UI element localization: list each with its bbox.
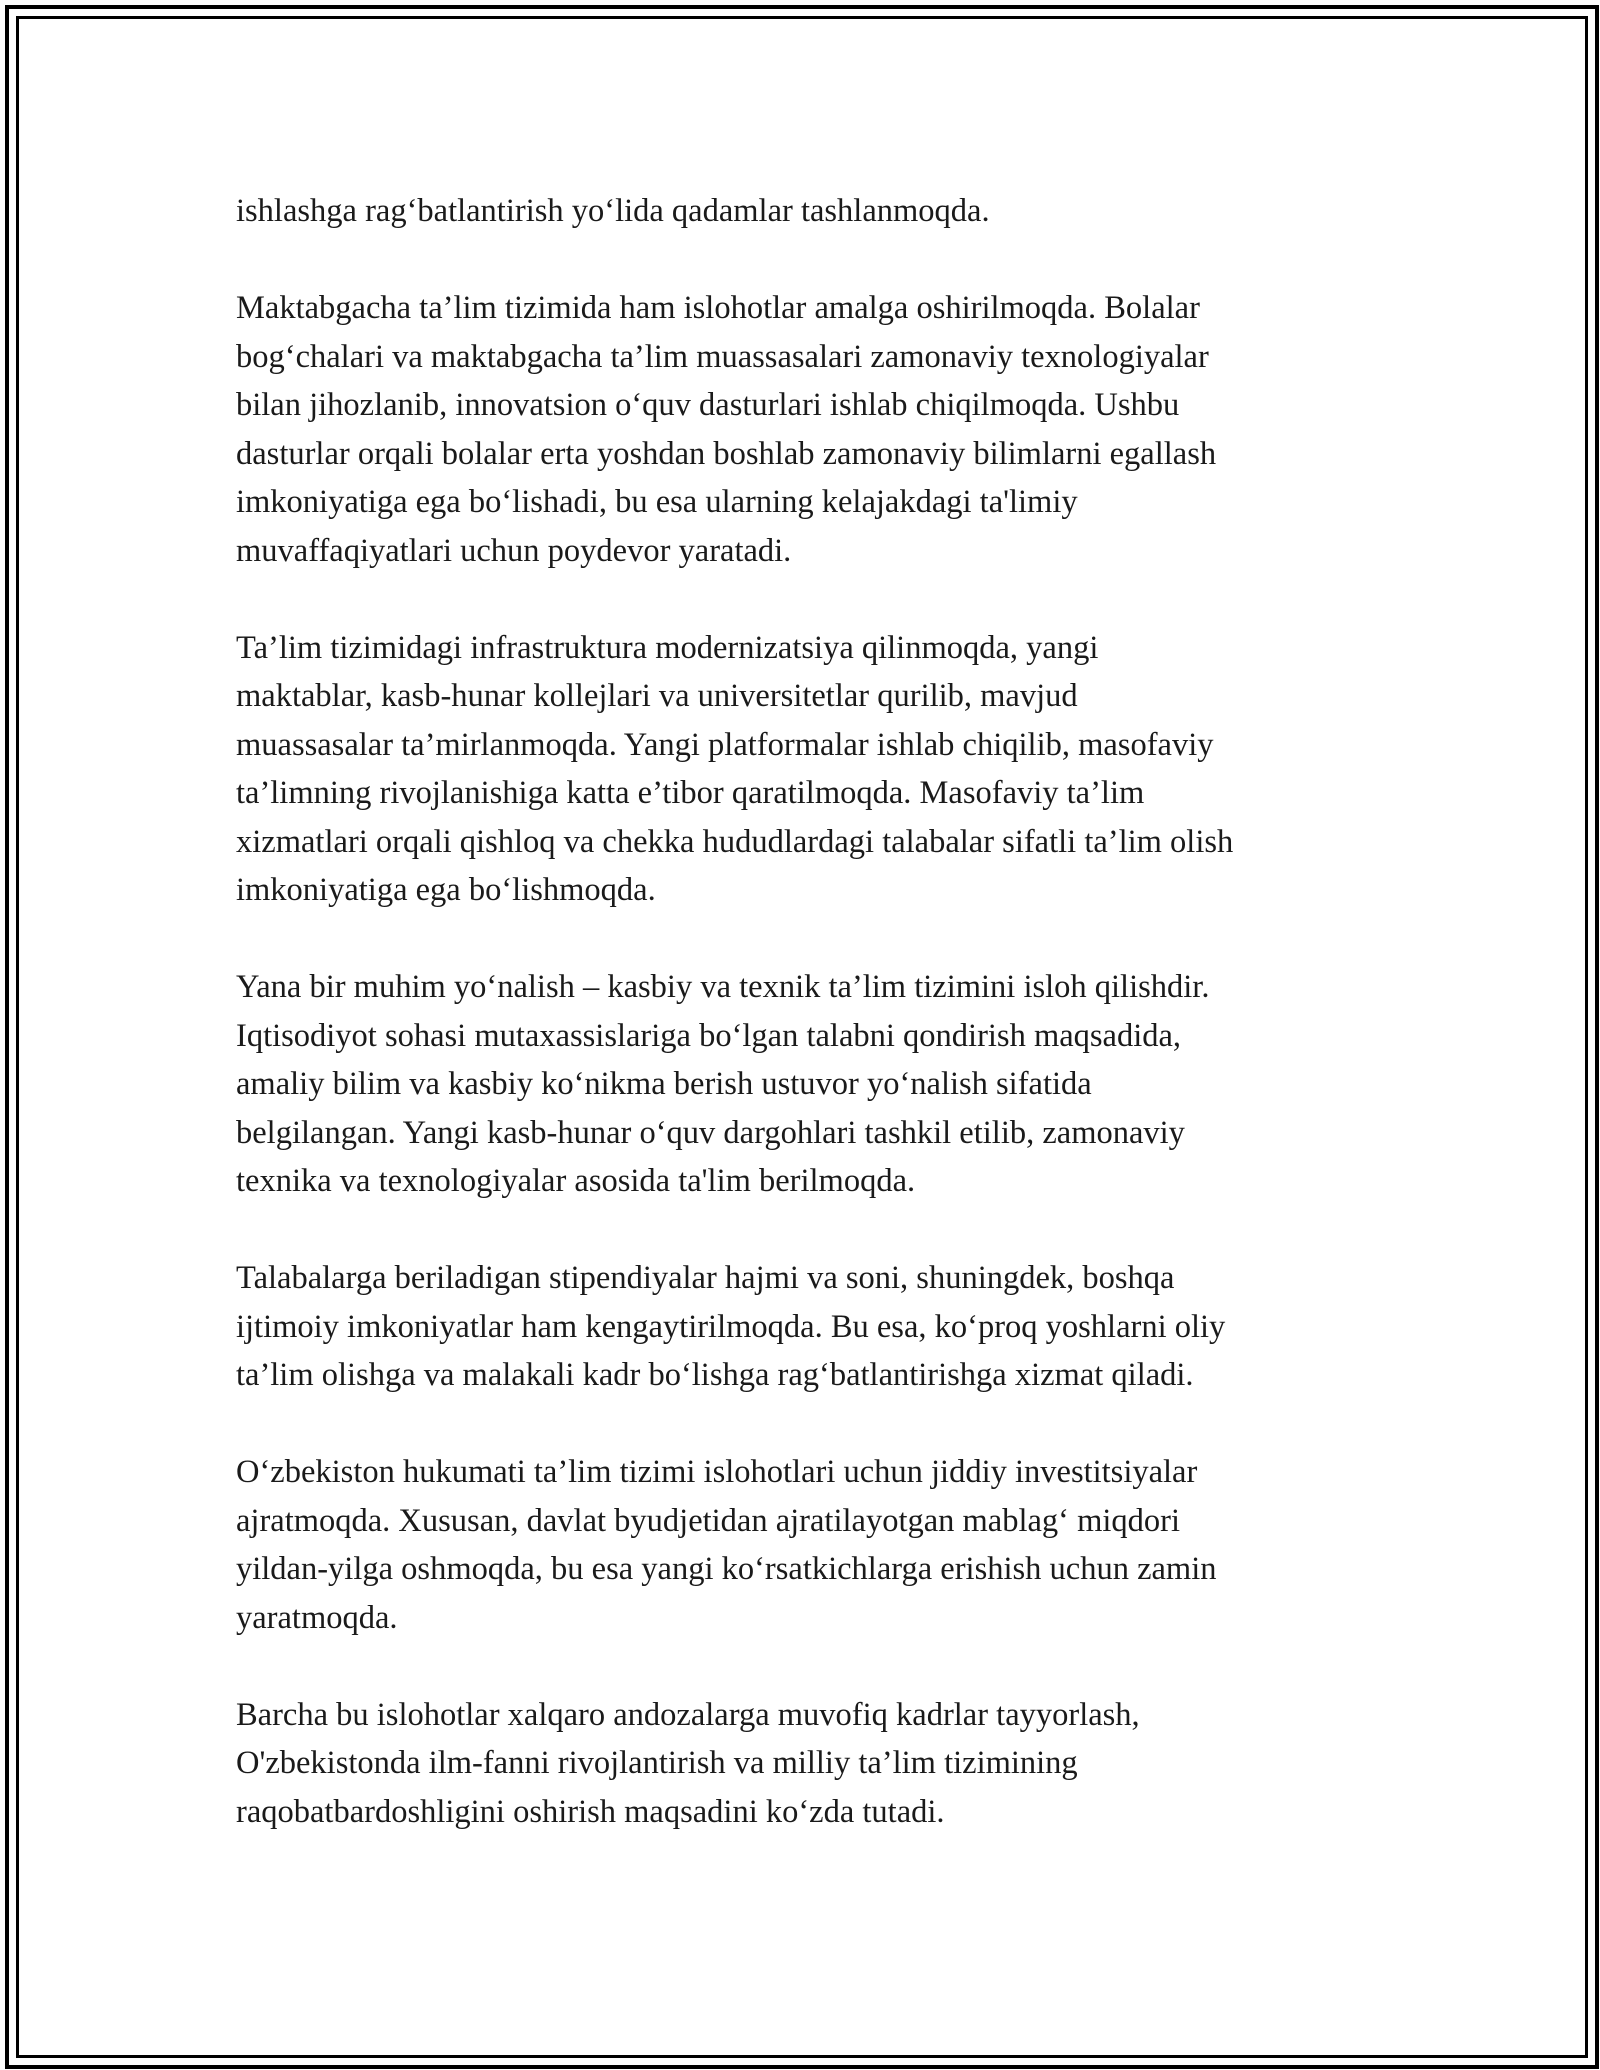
text-line: raqobatbardoshligini oshirish maqsadini ko‘zda tutadi. bbox=[236, 1793, 945, 1830]
text-line: ta’lim olishga va malakali kadr bo‘lishga rag‘batlantirishga xizmat qiladi. bbox=[236, 1357, 1194, 1393]
text-line: bilan jihozlanib, innovatsion o‘quv dasturlari ishlab chiqilmoqda. Ushbu bbox=[236, 387, 1180, 423]
text-line: Iqtisodiyot sohasi mutaxassislariga bo‘lgan talabni qondirish maqsadida, bbox=[236, 1017, 1182, 1054]
paragraph bbox=[236, 963, 1376, 1206]
text-line: Barcha bu islohotlar xalqaro andozalarga muvofiq kadrlar tayyorlash, bbox=[236, 1696, 1140, 1733]
text-line: xizmatlari orqali qishloq va chekka hududlardagi talabalar sifatli ta’lim olish bbox=[236, 823, 1234, 860]
paragraph bbox=[236, 1691, 1376, 1837]
text-line: yildan-yilga oshmoqda, bu esa yangi ko‘rsatkichlarga erishish uchun zamin bbox=[236, 1551, 1217, 1587]
paragraph bbox=[236, 284, 1376, 575]
text-line: dasturlar orqali bolalar erta yoshdan boshlab zamonaviy bilimlarni egallash bbox=[236, 435, 1217, 472]
text-line: ishlashga rag‘batlantirish yo‘lida qadamlar tashlanmoqda. bbox=[236, 193, 990, 229]
paragraph bbox=[236, 1448, 1376, 1642]
text-line: texnika va texnologiyalar asosida ta'lim berilmoqda. bbox=[236, 1163, 916, 1199]
text-line: amaliy bilim va kasbiy ko‘nikma berish ustuvor yo‘nalish sifatida bbox=[236, 1066, 1092, 1102]
paragraph bbox=[236, 1254, 1376, 1400]
text-line: muvaffaqiyatlari uchun poydevor yaratadi. bbox=[236, 532, 792, 569]
text-line: ajratmoqda. Xususan, davlat byudjetidan ajratilayotgan mablag‘ miqdori bbox=[236, 1502, 1181, 1539]
text-line: Yana bir muhim yo‘nalish – kasbiy va texnik ta’lim tizimini isloh qilishdir. bbox=[236, 969, 1210, 1005]
text-line: bog‘chalari va maktabgacha ta’lim muassasalari zamonaviy texnologiyalar bbox=[236, 338, 1209, 375]
text-line: imkoniyatiga ega bo‘lishmoqda. bbox=[236, 872, 656, 908]
paragraph bbox=[236, 624, 1376, 915]
text-line: O'zbekistonda ilm-fanni rivojlantirish va milliy ta’lim tizimining bbox=[236, 1745, 1078, 1781]
text-line: ijtimoiy imkoniyatlar ham kengaytirilmoqda. Bu esa, ko‘proq yoshlarni oliy bbox=[236, 1308, 1226, 1345]
text-line: ta’limning rivojlanishiga katta e’tibor qaratilmoqda. Masofaviy ta’lim bbox=[236, 775, 1145, 811]
paragraph bbox=[236, 187, 1376, 236]
text-line: muassasalar ta’mirlanmoqda. Yangi platformalar ishlab chiqilib, masofaviy bbox=[236, 726, 1214, 763]
text-line: Ta’lim tizimidagi infrastruktura modernizatsiya qilinmoqda, yangi bbox=[236, 629, 1099, 666]
text-line: Talabalarga beriladigan stipendiyalar hajmi va soni, shuningdek, boshqa bbox=[236, 1260, 1175, 1296]
text-line: Maktabgacha ta’lim tizimida ham islohotlar amalga oshirilmoqda. Bolalar bbox=[236, 290, 1200, 326]
text-line: maktablar, kasb-hunar kollejlari va universitetlar qurilib, mavjud bbox=[236, 678, 1078, 714]
text-line: belgilangan. Yangi kasb-hunar o‘quv dargohlari tashkil etilib, zamonaviy bbox=[236, 1114, 1185, 1151]
text-line: O‘zbekiston hukumati ta’lim tizimi islohotlari uchun jiddiy investitsiyalar bbox=[236, 1454, 1198, 1490]
text-line: imkoniyatiga ega bo‘lishadi, bu esa ularning kelajakdagi ta'limiy bbox=[236, 484, 1078, 520]
document-body bbox=[236, 187, 1376, 1885]
text-line: yaratmoqda. bbox=[236, 1599, 398, 1636]
